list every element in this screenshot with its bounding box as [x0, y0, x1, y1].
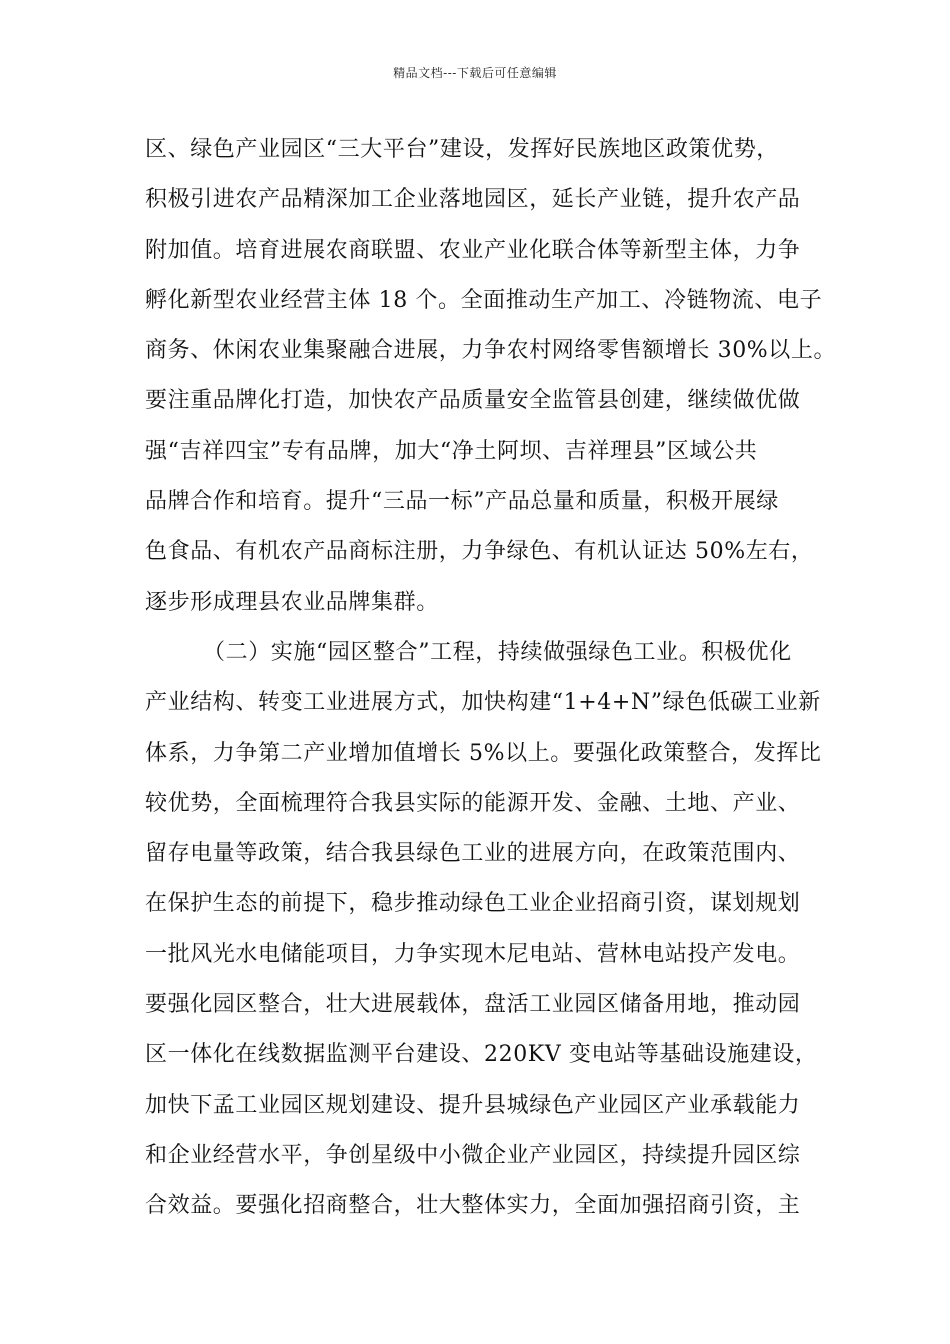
text-line: 色食品、有机农产品商标注册，力争绿色、有机认证达 50%左右， — [145, 539, 814, 565]
text-line: 区、绿色产业园区“三大平台”建设，发挥好民族地区政策优势， — [145, 137, 779, 162]
text-line: 留存电量等政策，结合我县绿色工业的进展方向，在政策范围内、 — [145, 841, 801, 867]
text-line: 和企业经营水平，争创星级中小微企业产业园区，持续提升园区综 — [145, 1142, 801, 1168]
text-line: 强“吉祥四宝”专有品牌，加大“净土阿坝、吉祥理县”区域公共 — [145, 438, 758, 464]
text-line: 在保护生态的前提下，稳步推动绿色工业企业招商引资，谋划规划 — [145, 891, 801, 917]
document-body — [145, 130, 837, 1237]
text-line: 要注重品牌化打造，加快农产品质量安全监管县创建，继续做优做 — [145, 388, 801, 414]
text-line: 一批风光水电储能项目，力争实现木尼电站、营林电站投产发电。 — [145, 941, 801, 967]
paragraph-start-line: （二）实施“园区整合”工程，持续做强绿色工业。积极优化 — [203, 639, 792, 665]
text-line: 商务、休闲农业集聚融合进展，力争农村网络零售额增长 30%以上。 — [145, 338, 837, 364]
text-line: 加快下孟工业园区规划建设、提升县城绿色产业园区产业承载能力 — [145, 1092, 801, 1118]
text-line: 逐步形成理县农业品牌集群。 — [145, 589, 439, 615]
text-line: 附加值。培育进展农商联盟、农业产业化联合体等新型主体，力争 — [145, 237, 801, 263]
text-line: 区一体化在线数据监测平台建设、220KV 变电站等基础设施建设， — [145, 1042, 818, 1068]
text-line: 产业结构、转变工业进展方式，加快构建“1+4+N”绿色低碳工业新 — [145, 690, 821, 716]
text-line: 体系，力争第二产业增加值增长 5%以上。要强化政策整合，发挥比 — [145, 740, 822, 766]
text-line: 要强化园区整合，壮大进展载体，盘活工业园区储备用地，推动园 — [145, 992, 801, 1018]
text-line: 孵化新型农业经营主体 18 个。全面推动生产加工、冷链物流、电子 — [145, 287, 823, 313]
text-line: 积极引进农产品精深加工企业落地园区，延长产业链，提升农产品 — [145, 187, 801, 213]
page-header: 精品文档---下载后可任意编辑 — [393, 66, 557, 80]
text-line: 合效益。要强化招商整合，壮大整体实力，全面加强招商引资，主 — [145, 1193, 801, 1219]
text-line: 品牌合作和培育。提升“三品一标”产品总量和质量，积极开展绿 — [145, 489, 779, 515]
text-line: 较优势，全面梳理符合我县实际的能源开发、金融、土地、产业、 — [145, 790, 801, 816]
